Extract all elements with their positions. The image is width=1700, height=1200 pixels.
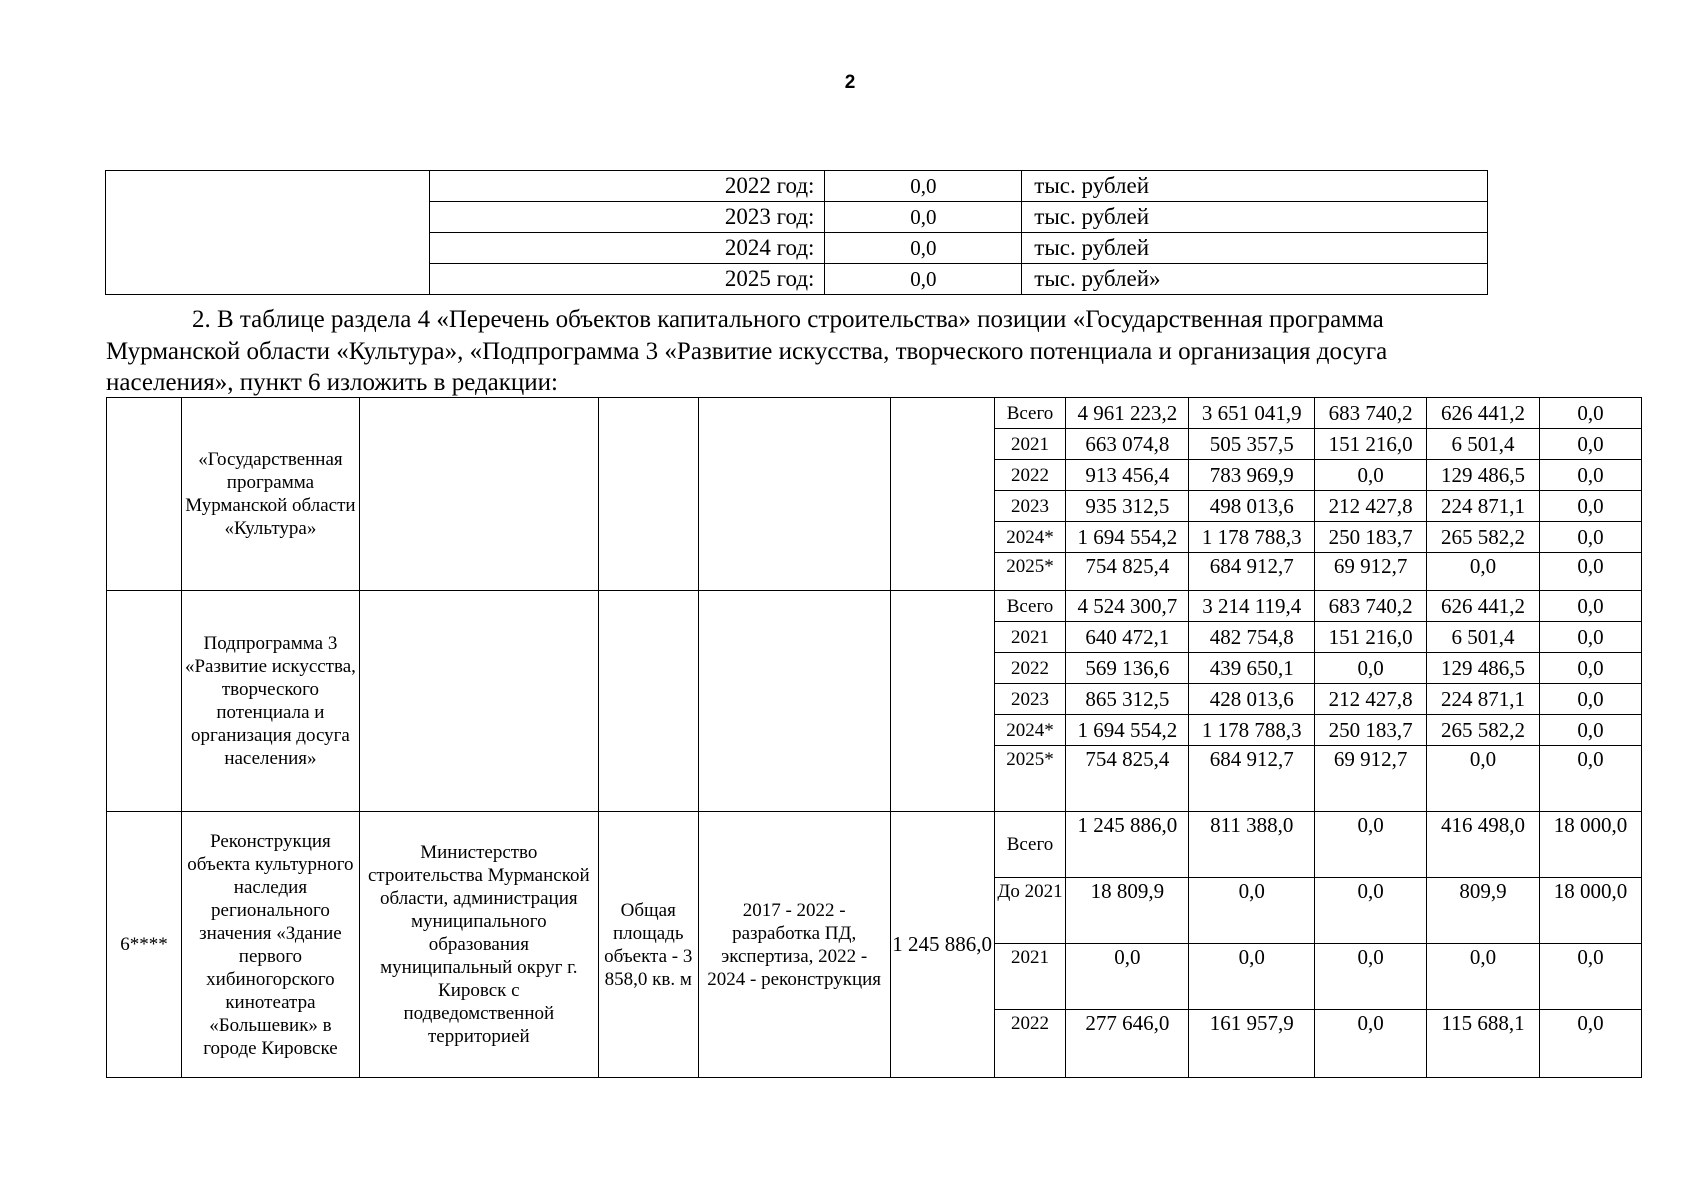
year-cell: Всего [994,812,1066,878]
local-value: 115 688,1 [1427,1010,1540,1078]
funding-row [106,171,1488,202]
total-value: 1 694 554,2 [1066,522,1189,553]
regional-value: 151 216,0 [1315,622,1427,653]
federal-value: 1 178 788,3 [1189,522,1315,553]
item-number-cell [107,591,182,812]
cost-cell [890,398,994,591]
federal-value: 498 013,6 [1189,491,1315,522]
local-value: 129 486,5 [1427,460,1540,491]
funding-year: 2025 год: [429,264,825,295]
funding-value: 0,0 [825,202,1022,233]
federal-value: 505 357,5 [1189,429,1315,460]
local-value: 416 498,0 [1427,812,1540,878]
other-value: 0,0 [1540,944,1642,1010]
funding-unit: тыс. рублей [1022,171,1488,202]
object-name: Реконструкция объекта культурного наследия регионального значения «Здание первого хибиногорского кинотеатра «Большевик» в городе Кировске [181,812,359,1078]
item-number: 6**** [107,812,182,1078]
federal-value: 0,0 [1189,878,1315,944]
item-number-cell [107,398,182,591]
other-value: 0,0 [1540,553,1642,591]
local-value: 809,9 [1427,878,1540,944]
regional-value: 250 183,7 [1315,715,1427,746]
other-value: 0,0 [1540,429,1642,460]
table-row [107,591,1642,622]
regional-value: 212 427,8 [1315,491,1427,522]
year-cell: До 2021 [994,878,1066,944]
total-value: 4 961 223,2 [1066,398,1189,429]
total-value: 1 245 886,0 [1066,812,1189,878]
local-value: 0,0 [1427,746,1540,812]
total-value: 663 074,8 [1066,429,1189,460]
total-value: 754 825,4 [1066,746,1189,812]
regional-value: 0,0 [1315,812,1427,878]
other-value: 0,0 [1540,591,1642,622]
local-value: 6 501,4 [1427,429,1540,460]
other-value: 0,0 [1540,460,1642,491]
other-value: 0,0 [1540,684,1642,715]
local-value: 0,0 [1427,553,1540,591]
total-value: 640 472,1 [1066,622,1189,653]
federal-value: 482 754,8 [1189,622,1315,653]
subprogram-name: Подпрограмма 3 «Развитие искусства, творческого потенциала и организация досуга населения» [181,591,359,812]
funding-year: 2024 год: [429,233,825,264]
other-value: 0,0 [1540,715,1642,746]
year-cell: 2021 [994,429,1066,460]
federal-value: 684 912,7 [1189,746,1315,812]
regional-value: 0,0 [1315,944,1427,1010]
year-cell: 2023 [994,684,1066,715]
objects-table [106,397,1642,1078]
regional-value: 0,0 [1315,460,1427,491]
funding-unit: тыс. рублей [1022,202,1488,233]
object-capacity: Общая площадь объекта - 3 858,0 кв. м [598,812,698,1078]
year-cell: 2024* [994,522,1066,553]
other-value: 18 000,0 [1540,878,1642,944]
total-value: 18 809,9 [1066,878,1189,944]
funding-year: 2023 год: [429,202,825,233]
other-value: 0,0 [1540,1010,1642,1078]
other-value: 0,0 [1540,622,1642,653]
total-value: 913 456,4 [1066,460,1189,491]
year-cell: 2022 [994,460,1066,491]
year-cell: 2022 [994,653,1066,684]
local-value: 224 871,1 [1427,491,1540,522]
total-value: 1 694 554,2 [1066,715,1189,746]
year-cell: 2025* [994,553,1066,591]
cost-cell [890,591,994,812]
year-cell: 2021 [994,944,1066,1010]
customer-name: Министерство строительства Мурманской области, администрация муниципального образования муниципальный округ г. Кировск с подведомственной территорией [359,812,598,1078]
other-value: 0,0 [1540,522,1642,553]
federal-value: 0,0 [1189,944,1315,1010]
federal-value: 161 957,9 [1189,1010,1315,1078]
table-row [107,398,1642,429]
regional-value: 683 740,2 [1315,591,1427,622]
total-value: 865 312,5 [1066,684,1189,715]
regional-value: 0,0 [1315,1010,1427,1078]
funding-table [105,170,1488,295]
year-cell: 2022 [994,1010,1066,1078]
paragraph-line: Мурманской области «Культура», «Подпрограмма 3 «Развитие искусства, творческого потенциала и организация досуга [106,337,1388,365]
year-cell: Всего [994,398,1066,429]
total-value: 4 524 300,7 [1066,591,1189,622]
local-value: 224 871,1 [1427,684,1540,715]
local-value: 6 501,4 [1427,622,1540,653]
year-cell: 2021 [994,622,1066,653]
total-value: 569 136,6 [1066,653,1189,684]
regional-value: 250 183,7 [1315,522,1427,553]
period-cell [698,591,890,812]
regional-value: 0,0 [1315,653,1427,684]
funding-label-cell [106,171,430,295]
other-value: 0,0 [1540,653,1642,684]
other-value: 0,0 [1540,398,1642,429]
federal-value: 684 912,7 [1189,553,1315,591]
local-value: 626 441,2 [1427,591,1540,622]
funding-value: 0,0 [825,171,1022,202]
local-value: 265 582,2 [1427,522,1540,553]
program-name: «Государственная программа Мурманской области «Культура» [181,398,359,591]
federal-value: 1 178 788,3 [1189,715,1315,746]
regional-value: 683 740,2 [1315,398,1427,429]
page-number: 2 [844,72,856,93]
federal-value: 3 651 041,9 [1189,398,1315,429]
estimated-cost: 1 245 886,0 [890,812,994,1078]
capacity-cell [598,398,698,591]
implementation-period: 2017 - 2022 - разработка ПД, экспертиза, 2022 - 2024 - реконструкция [698,812,890,1078]
total-value: 935 312,5 [1066,491,1189,522]
year-cell: 2024* [994,715,1066,746]
regional-value: 151 216,0 [1315,429,1427,460]
other-value: 18 000,0 [1540,812,1642,878]
regional-value: 0,0 [1315,878,1427,944]
funding-value: 0,0 [825,264,1022,295]
total-value: 0,0 [1066,944,1189,1010]
table-row [107,812,1642,878]
funding-value: 0,0 [825,233,1022,264]
local-value: 626 441,2 [1427,398,1540,429]
regional-value: 69 912,7 [1315,746,1427,812]
customer-cell [359,591,598,812]
other-value: 0,0 [1540,491,1642,522]
federal-value: 3 214 119,4 [1189,591,1315,622]
year-cell: Всего [994,591,1066,622]
federal-value: 783 969,9 [1189,460,1315,491]
year-cell: 2023 [994,491,1066,522]
funding-year: 2022 год: [429,171,825,202]
local-value: 265 582,2 [1427,715,1540,746]
paragraph-line: 2. В таблице раздела 4 «Перечень объектов капитального строительства» позиции «Государственная программа [192,306,1384,333]
regional-value: 212 427,8 [1315,684,1427,715]
paragraph-line: населения», пункт 6 изложить в редакции: [106,369,559,396]
federal-value: 428 013,6 [1189,684,1315,715]
capacity-cell [598,591,698,812]
customer-cell [359,398,598,591]
period-cell [698,398,890,591]
local-value: 0,0 [1427,944,1540,1010]
federal-value: 439 650,1 [1189,653,1315,684]
total-value: 277 646,0 [1066,1010,1189,1078]
regional-value: 69 912,7 [1315,553,1427,591]
federal-value: 811 388,0 [1189,812,1315,878]
funding-unit: тыс. рублей [1022,233,1488,264]
total-value: 754 825,4 [1066,553,1189,591]
year-cell: 2025* [994,746,1066,812]
funding-unit: тыс. рублей» [1022,264,1488,295]
other-value: 0,0 [1540,746,1642,812]
amendment-paragraph [106,304,1588,399]
local-value: 129 486,5 [1427,653,1540,684]
